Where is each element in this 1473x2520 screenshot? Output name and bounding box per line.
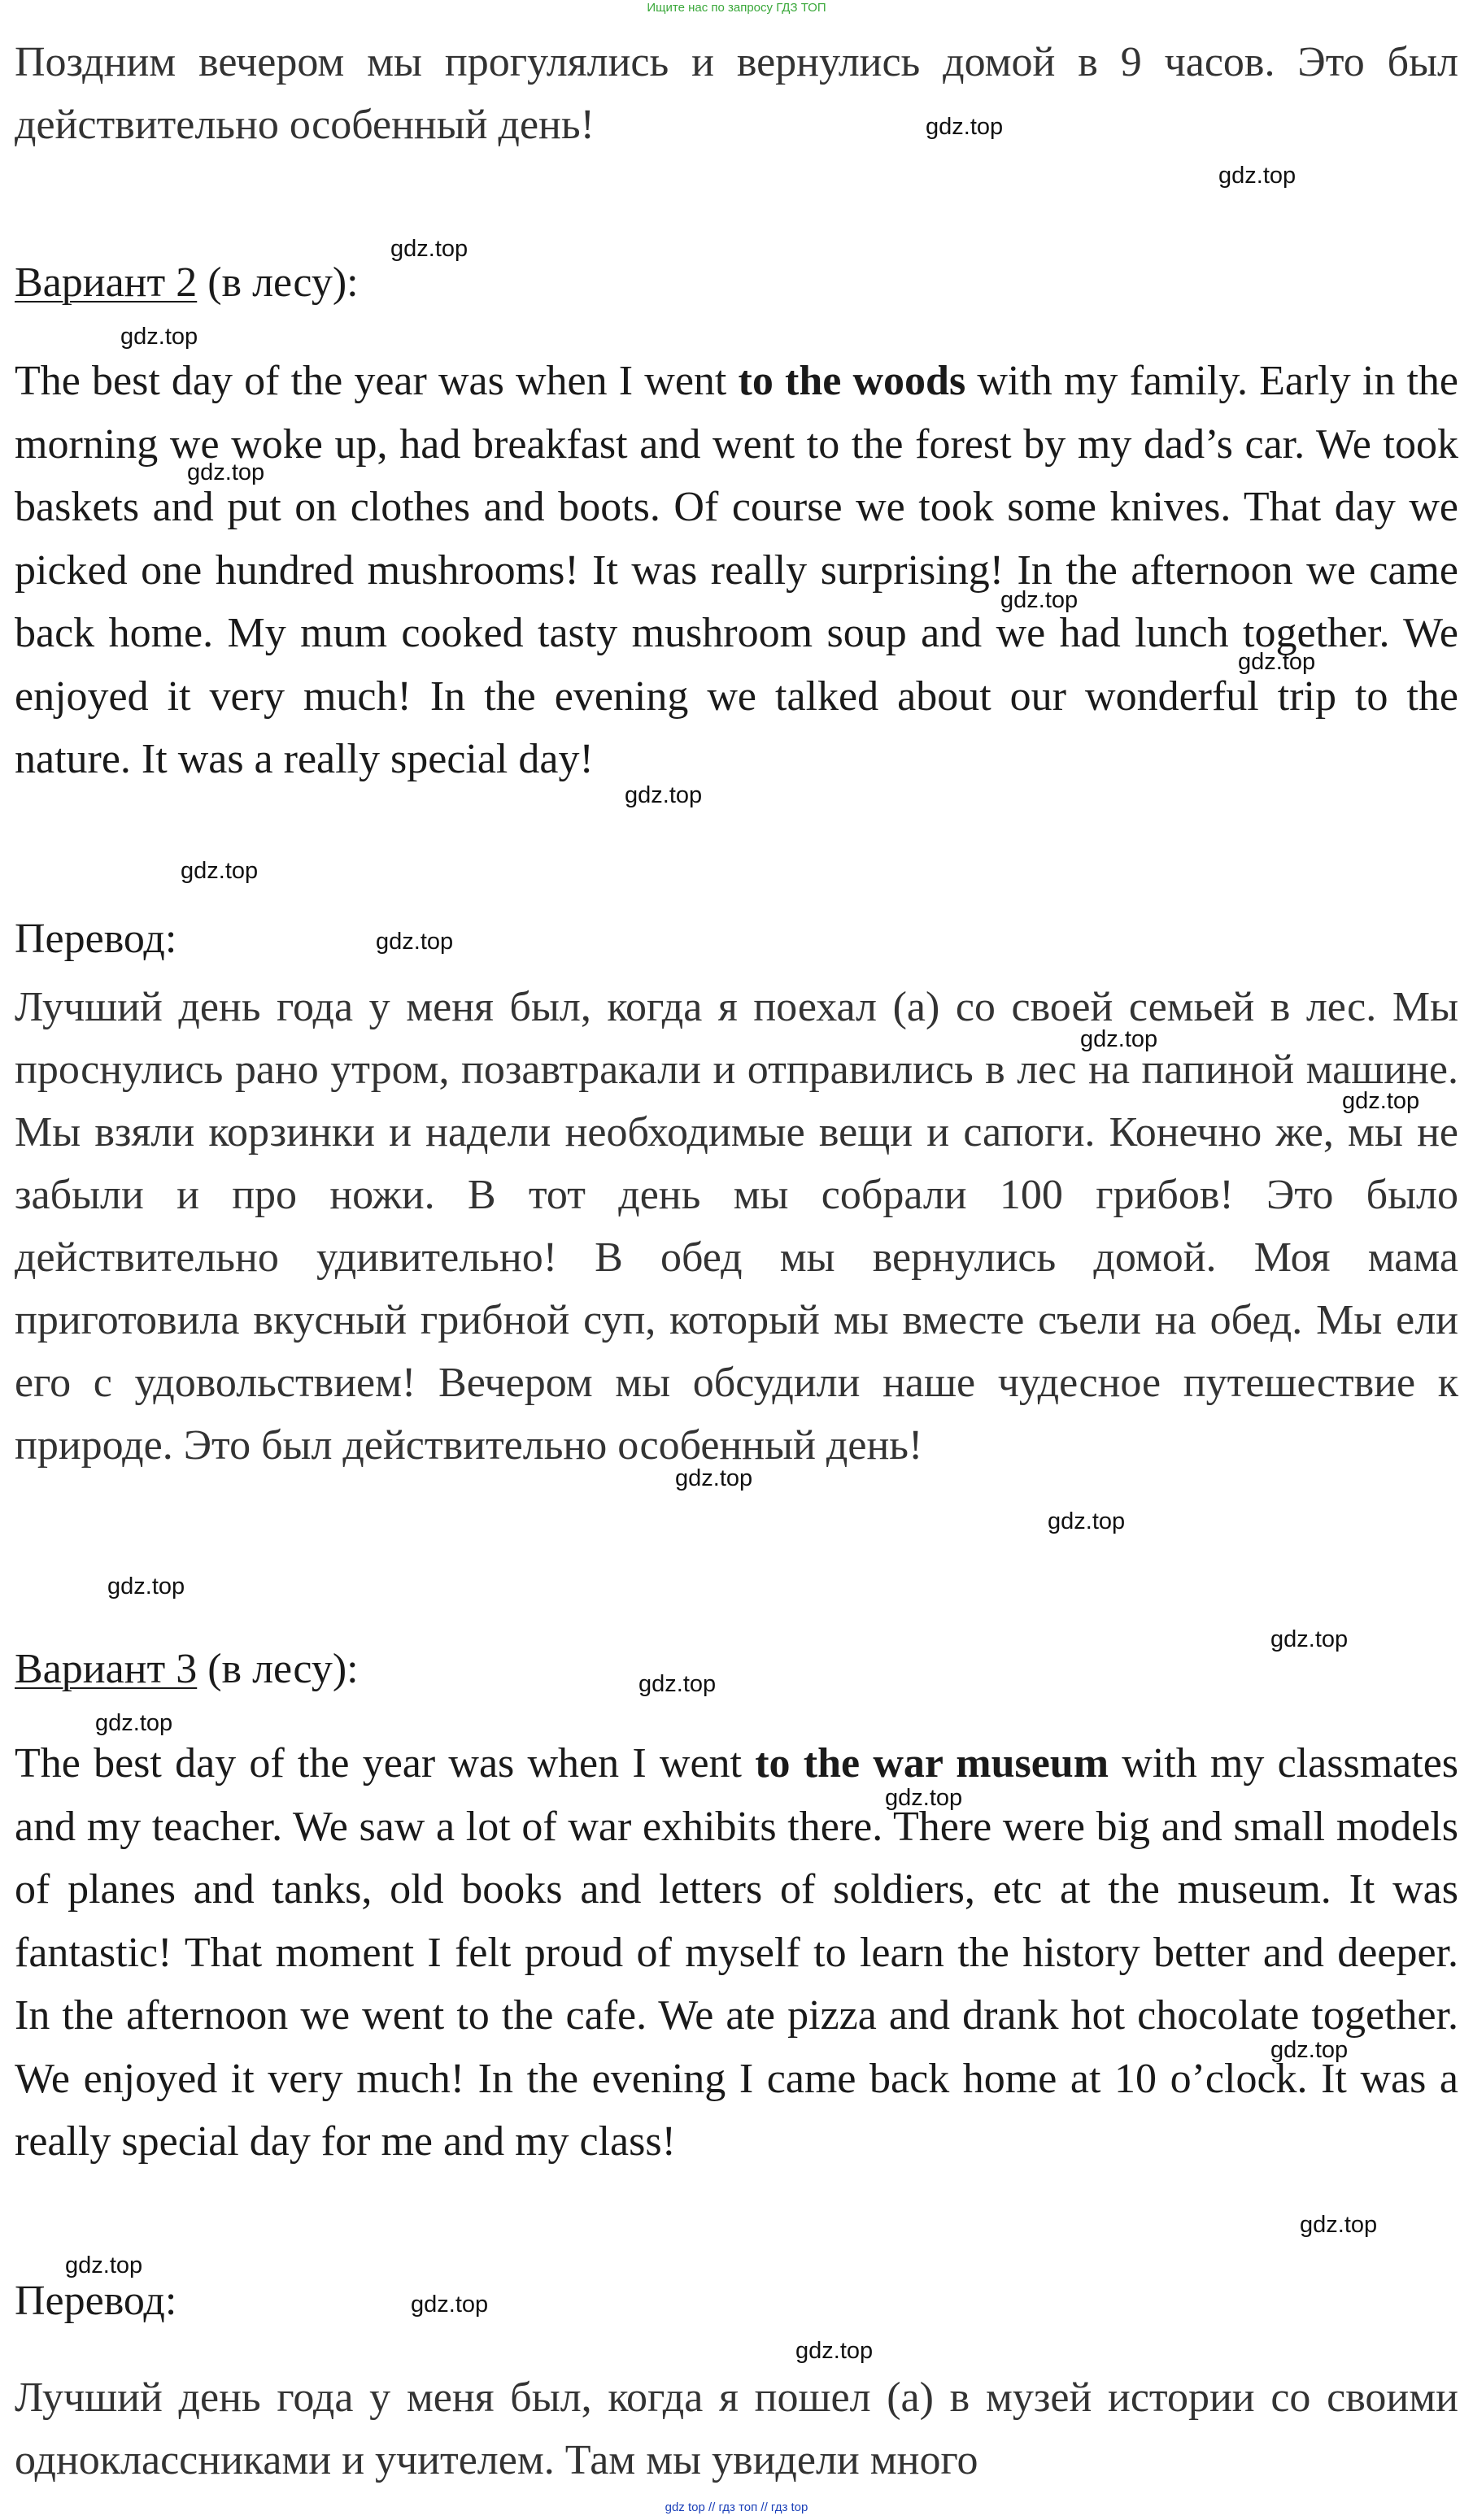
variant-2-essay-rest: with my family. Early in the morning we woke up, had breakfast and went to the forest by my dad’s car. We took baskets and put on clothes and boots. Of course we took some knives. That day we picked one hundred mushrooms! It was really surprising! In the afternoon we came back home. My mum cooked tasty mushroom soup and we had lunch together. We enjoyed it very much! In the evening we talked about our wonderful trip to the nature. It was a really special day! [15, 358, 1459, 782]
watermark: gdz.top [95, 1710, 173, 1736]
watermark: gdz.top [65, 2252, 143, 2278]
watermark: gdz.top [187, 459, 265, 485]
watermark: gdz.top [1270, 1626, 1349, 1652]
watermark: gdz.top [1238, 649, 1316, 675]
watermark: gdz.top [795, 2338, 874, 2364]
watermark: gdz.top [107, 1573, 185, 1599]
variant-3-translation: Лучший день года у меня был, когда я пошел (а) в музей истории со своими одноклассниками и учителем. Там мы увидели много [15, 2374, 1458, 2483]
watermark: gdz.top [675, 1465, 753, 1491]
watermark: gdz.top [1000, 587, 1079, 613]
watermark: gdz.top [120, 324, 198, 350]
variant-3-translation-heading: Перевод: [15, 2278, 177, 2324]
variant-3-location: (в лесу): [197, 1646, 359, 1692]
watermark: gdz.top [1048, 1508, 1126, 1534]
bottom-site-banner[interactable]: gdz top // гдз топ // гдз top [665, 2500, 808, 2514]
watermark: gdz.top [885, 1785, 963, 1811]
variant-3-essay-start: The best day of the year was when I went [15, 1740, 756, 1787]
variant-3-essay-rest: with my classmates and my teacher. We saw a lot of war exhibits there. There were big and small models of planes and tanks, old books and letters of soldiers, etc at the museum. It was fantastic! That moment I felt proud of myself to learn the history better and deeper. In the afternoon we went to the cafe. We ate pizza and drank hot chocolate together. We enjoyed it very much! In the evening I came back home at 10 o’clock. It was a really special day for me and my class! [15, 1740, 1459, 2165]
variant-3-destination: to the war museum [755, 1740, 1109, 1787]
watermark: gdz.top [625, 782, 703, 808]
variant-3-label: Вариант 3 [15, 1646, 198, 1692]
variant-2-heading [15, 259, 359, 307]
watermark: gdz.top [1342, 1088, 1420, 1114]
watermark: gdz.top [1300, 2212, 1378, 2238]
watermark: gdz.top [1270, 2037, 1349, 2063]
top-search-banner[interactable]: Ищите нас по запросу ГДЗ ТОП [647, 1, 826, 15]
variant-2-essay-start: The best day of the year was when I went [15, 358, 739, 404]
watermark: gdz.top [926, 114, 1004, 140]
variant-2-location: (в лесу): [197, 259, 359, 306]
watermark: gdz.top [376, 929, 454, 955]
watermark: gdz.top [638, 1671, 717, 1697]
watermark: gdz.top [390, 236, 468, 262]
variant-2-essay [15, 350, 1458, 791]
variant-3-essay [15, 1732, 1458, 2174]
watermark: gdz.top [181, 858, 259, 884]
variant-2-translation: Лучший день года у меня был, когда я поехал (а) со своей семьей в лес. Мы проснулись рано утром, позавтракали и отправились в лес на папиной машине. Мы взяли корзинки и надели необходимые вещи и сапоги. Конечно же, мы не забыли и про ножи. В тот день мы собрали 100 грибов! Это было действительно удивительно! В обед мы вернулись домой. Моя мама приготовила вкусный грибной суп, который мы вместе съели на обед. Мы ели его с удовольствием! Вечером мы обсудили наше чудесное путешествие к природе. Это был действительно особенный день! [15, 984, 1458, 1469]
watermark: gdz.top [1080, 1026, 1158, 1052]
variant-2-destination: to the woods [738, 358, 966, 404]
variant-2-translation-heading: Перевод: [15, 916, 177, 962]
watermark: gdz.top [1218, 163, 1297, 189]
intro-paragraph: Поздним вечером мы прогулялись и вернулись домой в 9 часов. Это был действительно особенный день! [15, 39, 1458, 148]
watermark: gdz.top [411, 2292, 489, 2318]
variant-3-heading [15, 1645, 359, 1694]
variant-2-label: Вариант 2 [15, 259, 198, 306]
